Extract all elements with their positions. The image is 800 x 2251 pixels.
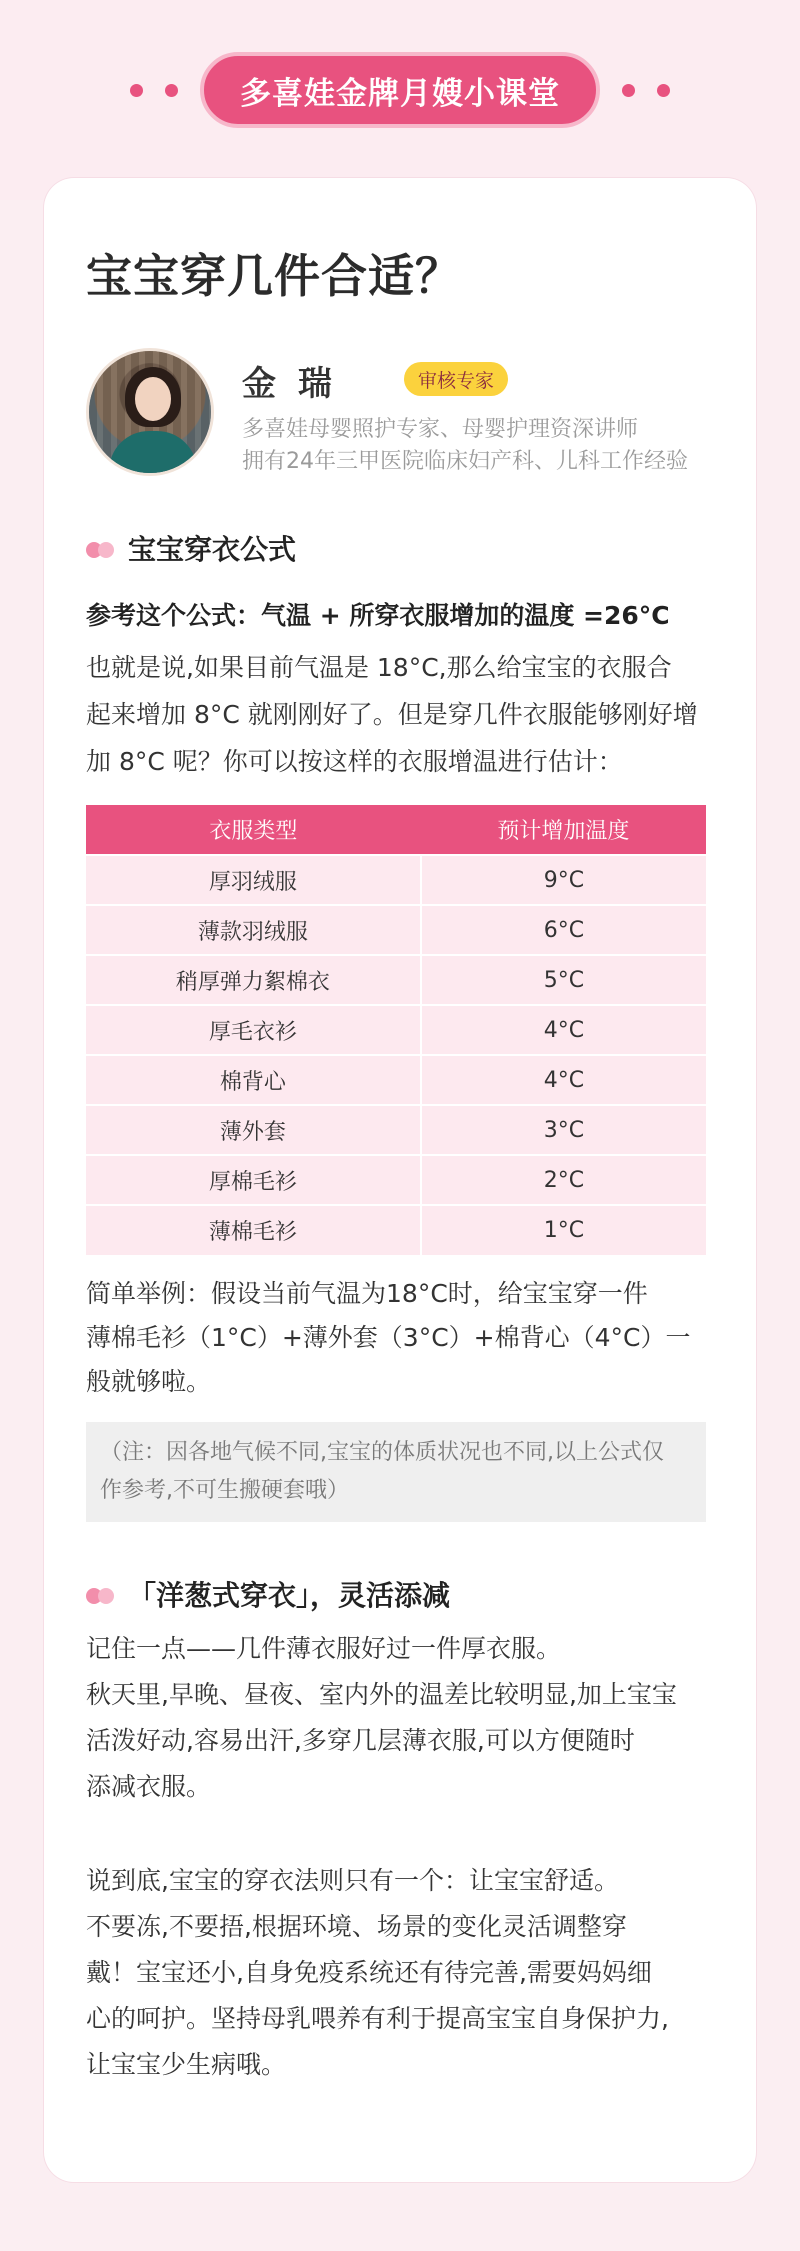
example-paragraph bbox=[86, 1272, 716, 1404]
bullet-dots-icon bbox=[86, 1584, 118, 1604]
section1-heading bbox=[86, 528, 296, 568]
note-box bbox=[86, 1422, 706, 1522]
note-line: 作参考,不可生搬硬套哦） bbox=[100, 1478, 349, 1503]
onion-paragraph bbox=[86, 1626, 716, 1810]
temp-cell: 5°C bbox=[421, 955, 706, 1005]
dot-icon bbox=[622, 84, 635, 97]
text-line: 薄棉毛衫（1°C）+薄外套（3°C）+棉背心（4°C）一 bbox=[86, 1323, 691, 1352]
text-line: 活泼好动,容易出汗,多穿几层薄衣服,可以方便随时 bbox=[86, 1726, 635, 1755]
text-line: 起来增加 8°C 就刚刚好了。但是穿几件衣服能够刚好增 bbox=[86, 700, 698, 729]
table-header-cell: 衣服类型 bbox=[86, 805, 421, 855]
header bbox=[0, 52, 800, 128]
text-line: 加 8°C 呢？你可以按这样的衣服增温进行估计： bbox=[86, 747, 623, 776]
clothing-type-cell: 厚羽绒服 bbox=[86, 855, 421, 905]
reviewer-badge: 审核专家 bbox=[404, 362, 508, 396]
temp-cell: 6°C bbox=[421, 905, 706, 955]
text-line: 添减衣服。 bbox=[86, 1772, 212, 1801]
table-row bbox=[86, 1105, 706, 1155]
table-row bbox=[86, 905, 706, 955]
author-block bbox=[86, 348, 726, 478]
article-title: 宝宝穿几件合适？ bbox=[86, 249, 462, 303]
avatar bbox=[86, 348, 214, 476]
table-header-cell: 预计增加温度 bbox=[421, 805, 706, 855]
table-row bbox=[86, 1155, 706, 1205]
table-row bbox=[86, 855, 706, 905]
header-dots-left bbox=[130, 84, 178, 97]
text-line: 般就够啦。 bbox=[86, 1367, 212, 1396]
clothing-type-cell: 稍厚弹力絮棉衣 bbox=[86, 955, 421, 1005]
clothing-type-cell: 薄外套 bbox=[86, 1105, 421, 1155]
temp-cell: 1°C bbox=[421, 1205, 706, 1255]
text-line: 也就是说,如果目前气温是 18°C,那么给宝宝的衣服合 bbox=[86, 653, 672, 682]
formula-text: 参考这个公式：气温 + 所穿衣服增加的温度 =26°C bbox=[86, 601, 670, 630]
text-line: 戴！宝宝还小,自身免疫系统还有待完善,需要妈妈细 bbox=[86, 1958, 652, 1987]
text-line: 不要冻,不要捂,根据环境、场景的变化灵活调整穿 bbox=[86, 1912, 627, 1941]
section1-title: 宝宝穿衣公式 bbox=[128, 533, 297, 566]
bullet-dots-icon bbox=[86, 538, 118, 558]
text-line: 让宝宝少生病哦。 bbox=[86, 2050, 287, 2079]
author-desc-line: 拥有24年三甲医院临床妇产科、儿科工作经验 bbox=[242, 449, 688, 474]
conclusion-paragraph bbox=[86, 1858, 716, 2088]
clothing-type-cell: 厚毛衣衫 bbox=[86, 1005, 421, 1055]
header-dots-right bbox=[622, 84, 670, 97]
table-row bbox=[86, 955, 706, 1005]
table-row bbox=[86, 1005, 706, 1055]
intro-paragraph bbox=[86, 644, 716, 785]
table-header-row bbox=[86, 805, 706, 855]
dot-icon bbox=[130, 84, 143, 97]
clothing-type-cell: 棉背心 bbox=[86, 1055, 421, 1105]
clothing-type-cell: 薄款羽绒服 bbox=[86, 905, 421, 955]
author-desc-line: 多喜娃母婴照护专家、母婴护理资深讲师 bbox=[242, 417, 639, 442]
author-name: 金瑞 bbox=[242, 364, 354, 404]
clothing-type-cell: 厚棉毛衫 bbox=[86, 1155, 421, 1205]
text-line: 心的呵护。坚持母乳喂养有利于提高宝宝自身保护力, bbox=[86, 2004, 669, 2033]
clothing-type-cell: 薄棉毛衫 bbox=[86, 1205, 421, 1255]
text-line: 简单举例：假设当前气温为18°C时，给宝宝穿一件 bbox=[86, 1279, 648, 1308]
text-line: 记住一点——几件薄衣服好过一件厚衣服。 bbox=[86, 1634, 562, 1663]
temp-cell: 4°C bbox=[421, 1005, 706, 1055]
dot-icon bbox=[165, 84, 178, 97]
author-description bbox=[242, 414, 688, 478]
temp-cell: 2°C bbox=[421, 1155, 706, 1205]
section2-title: 「洋葱式穿衣」，灵活添减 bbox=[128, 1579, 451, 1612]
temp-cell: 9°C bbox=[421, 855, 706, 905]
note-line: （注：因各地气候不同,宝宝的体质状况也不同,以上公式仅 bbox=[100, 1440, 664, 1465]
dot-icon bbox=[657, 84, 670, 97]
article-card bbox=[44, 178, 756, 2182]
table-row bbox=[86, 1055, 706, 1105]
text-line: 秋天里,早晚、昼夜、室内外的温差比较明显,加上宝宝 bbox=[86, 1680, 677, 1709]
table-row bbox=[86, 1205, 706, 1255]
temp-cell: 4°C bbox=[421, 1055, 706, 1105]
text-line: 说到底,宝宝的穿衣法则只有一个：让宝宝舒适。 bbox=[86, 1866, 619, 1895]
header-title: 多喜娃金牌月嫂小课堂 bbox=[200, 52, 600, 128]
temperature-table bbox=[86, 805, 706, 1255]
section2-heading bbox=[86, 1574, 450, 1614]
temp-cell: 3°C bbox=[421, 1105, 706, 1155]
